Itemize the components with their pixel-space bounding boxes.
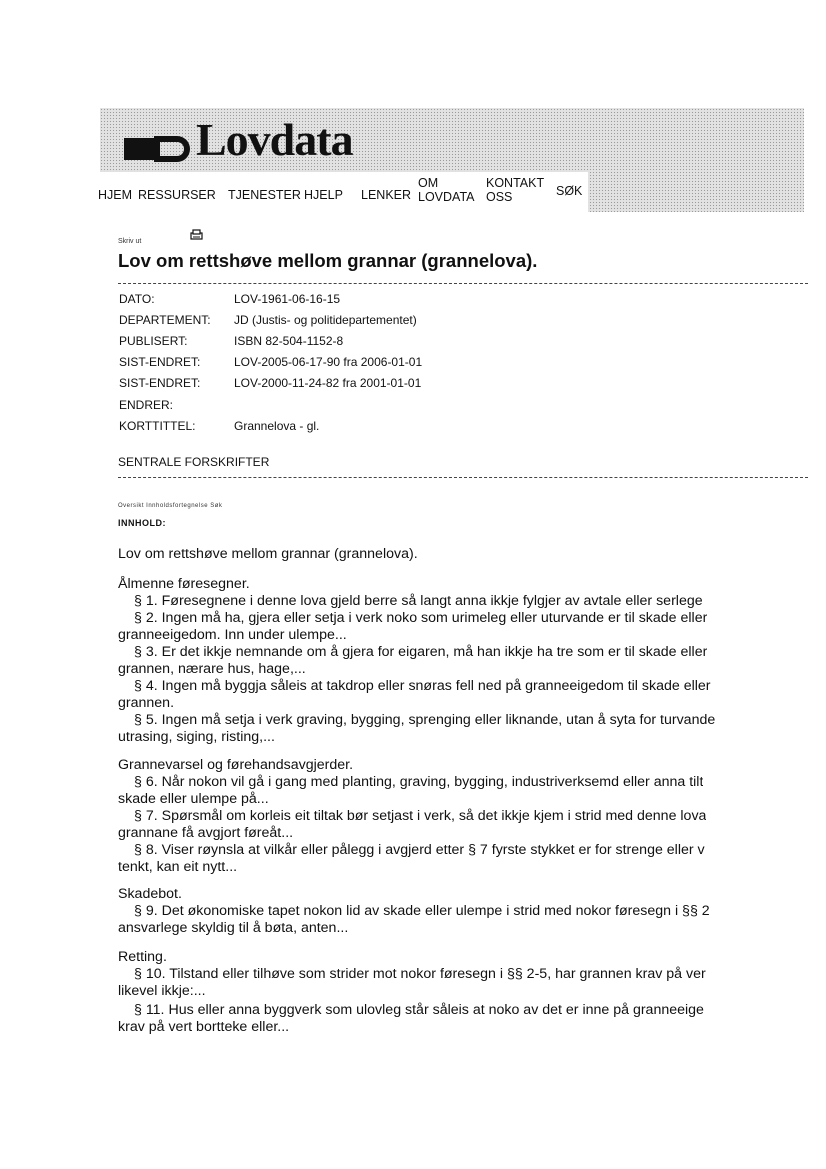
- paragraph-line[interactable]: § 8. Viser røynsla at vilkår eller pålegg i avgjerd etter § 7 fyrste stykket er for strenge eller v: [134, 842, 705, 858]
- section-title[interactable]: Ålmenne føresegner.: [118, 576, 250, 592]
- paragraph-line: grannen, nærare hus, hage,...: [118, 661, 306, 677]
- divider: [118, 283, 808, 284]
- meta-value: JD (Justis- og politidepartementet): [234, 313, 417, 327]
- paragraph-line[interactable]: § 1. Føresegnene i denne lova gjeld berre så langt anna ikkje fylgjer av avtale eller serlege: [134, 593, 703, 609]
- paragraph-line: tenkt, kan eit nytt...: [118, 859, 238, 875]
- meta-label: KORTTITTEL:: [119, 419, 196, 433]
- meta-value[interactable]: LOV-2005-06-17-90 fra 2006-01-01: [234, 355, 423, 369]
- paragraph-line: grannane få avgjort føreåt...: [118, 825, 294, 841]
- divider: [118, 477, 808, 478]
- meta-value[interactable]: LOV-2000-11-24-82 fra 2001-01-01: [234, 376, 422, 390]
- paragraph-line[interactable]: § 4. Ingen må byggja såleis at takdrop eller snøras fell ned på granneeigedom til skade eller: [134, 678, 711, 694]
- paragraph-line[interactable]: § 7. Spørsmål om korleis eit tiltak bør setjast i verk, så det ikkje kjem i strid med denne lova: [134, 808, 707, 824]
- nav-om-lovdata[interactable]: [418, 176, 475, 204]
- paragraph-line: ansvarlege skyldig til å bøta, anten...: [118, 920, 349, 936]
- section-title[interactable]: Grannevarsel og førehandsavgjerder.: [118, 757, 354, 773]
- paragraph-line: utrasing, siging, risting,...: [118, 729, 275, 745]
- nav-sok[interactable]: SØK: [556, 184, 583, 198]
- paragraph-line[interactable]: § 9. Det økonomiske tapet nokon lid av skade eller ulempe i strid med nokor føresegn i §§ 2: [134, 903, 710, 919]
- nav-om-line1: OM: [418, 176, 439, 190]
- nav-ressurser[interactable]: RESSURSER: [138, 188, 216, 202]
- nav-lenker[interactable]: LENKER: [361, 188, 412, 202]
- nav-tjenester[interactable]: TJENESTER: [228, 188, 301, 202]
- print-link[interactable]: Skriv ut: [118, 238, 142, 245]
- paragraph-line[interactable]: § 11. Hus eller anna byggverk som ulovleg står såleis at noko av det er inne på granneeige: [134, 1002, 704, 1018]
- meta-label: ENDRER:: [119, 398, 174, 412]
- innhold-heading: INNHOLD:: [118, 518, 166, 528]
- paragraph-line[interactable]: § 10. Tilstand eller tilhøve som strider mot nokor føresegn i §§ 2-5, har grannen krav på ver: [134, 966, 706, 982]
- sentrale-forskrifter-link[interactable]: SENTRALE FORSKRIFTER: [118, 455, 270, 469]
- paragraph-line: grannen.: [118, 695, 175, 711]
- meta-value: ISBN 82-504-1152-8: [234, 334, 344, 348]
- logo-mark-icon: [124, 120, 194, 164]
- nav-hjem[interactable]: HJEM: [98, 188, 133, 202]
- section-title[interactable]: Retting.: [118, 949, 167, 965]
- meta-label: DATO:: [119, 292, 155, 306]
- paragraph-line[interactable]: § 6. Når nokon vil gå i gang med planting, graving, bygging, industriverksemd eller anna tilt: [134, 774, 704, 790]
- printer-icon[interactable]: [190, 229, 203, 240]
- nav-kontakt-line1: KONTAKT: [486, 176, 545, 190]
- section-title[interactable]: Skadebot.: [118, 886, 182, 902]
- nav-om-line2: LOVDATA: [418, 190, 475, 204]
- paragraph-line: krav på vert bortteke eller...: [118, 1019, 290, 1035]
- nav-kontakt-line2: OSS: [486, 190, 513, 204]
- meta-label: SIST-ENDRET:: [119, 376, 201, 390]
- logo-text: Lovdata: [196, 114, 353, 165]
- meta-value: LOV-1961-06-16-15: [234, 292, 341, 306]
- paragraph-line[interactable]: § 3. Er det ikkje nemnande om å gjera for eigaren, må han ikkje ha tre som er til skade eller: [134, 644, 708, 660]
- meta-value: Grannelova - gl.: [234, 419, 320, 433]
- nav-kontakt-oss[interactable]: [486, 176, 544, 204]
- document-nav-links[interactable]: Oversikt Innholdsfortegnelse Søk: [118, 503, 223, 509]
- meta-label: DEPARTEMENT:: [119, 313, 211, 327]
- paragraph-line[interactable]: § 2. Ingen må ha, gjera eller setja i verk noko som urimeleg eller uturvande er til skade eller: [134, 610, 708, 626]
- meta-label: SIST-ENDRET:: [119, 355, 201, 369]
- page-title: Lov om rettshøve mellom grannar (grannelova).: [118, 250, 538, 271]
- nav-hjelp[interactable]: HJELP: [304, 188, 343, 202]
- paragraph-line: granneeigedom. Inn under ulempe...: [118, 627, 347, 643]
- paragraph-line: skade eller ulempe på...: [118, 791, 269, 807]
- meta-label: PUBLISERT:: [119, 334, 188, 348]
- paragraph-line[interactable]: § 5. Ingen må setja i verk graving, bygging, sprenging eller liknande, utan å syta for turvande: [134, 712, 716, 728]
- contents-heading: Lov om rettshøve mellom grannar (grannelova).: [118, 546, 418, 562]
- paragraph-line: likevel ikkje:...: [118, 983, 206, 999]
- lovdata-logo[interactable]: [124, 116, 353, 164]
